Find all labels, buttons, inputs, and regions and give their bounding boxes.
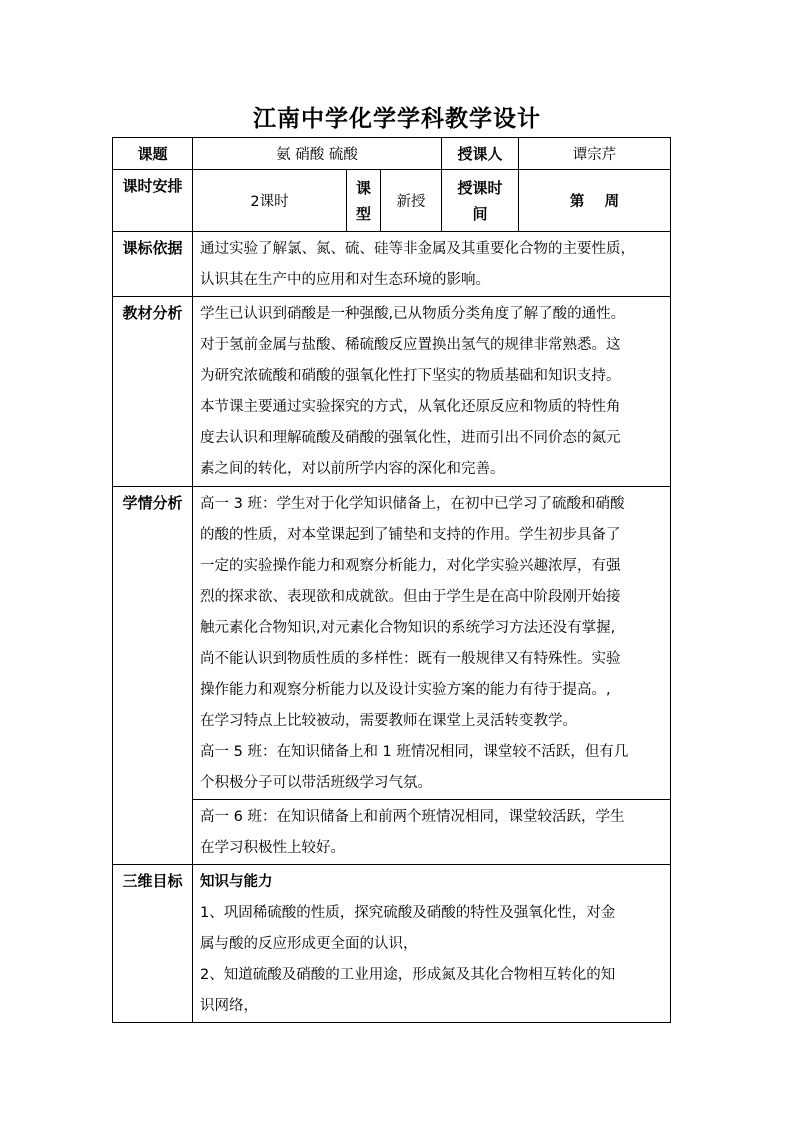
students-line: 尚不能认识到物质性质的多样性：既有一般规律又有特殊性。实验 [200, 651, 621, 667]
curriculum-label: 课标依据 [113, 232, 193, 297]
row-goals [113, 865, 671, 1023]
material-line: 为研究浓硫酸和硝酸的强氧化性打下坚实的物质基础和知识支持。 [200, 368, 621, 384]
goals-line: 属与酸的反应形成更全面的认识， [200, 936, 418, 952]
curriculum-line: 通过实验了解氯、氮、硫、硅等非金属及其重要化合物的主要性质， [200, 241, 635, 257]
time-label-line2: 间 [472, 204, 488, 223]
material-label: 教材分析 [113, 297, 193, 487]
row-topic [113, 138, 671, 170]
students-line: 高一 3 班：学生对于化学知识储备上，在初中已学习了硫酸和硝酸 [200, 496, 625, 512]
goals-text [193, 865, 671, 1023]
goals-heading: 知识与能力 [200, 874, 273, 890]
row-curriculum [113, 232, 671, 297]
material-text [193, 297, 671, 487]
material-line: 度去认识和理解硫酸及硝酸的强氧化性，进而引出不同价态的氮元 [200, 430, 621, 446]
lesson-plan-table [112, 137, 671, 1023]
students-line: 高一 6 班：在知识储备上和前两个班情况相同，课堂较活跃，学生 [200, 809, 625, 825]
type-label-line2: 型 [355, 204, 371, 223]
topic-value: 氨 硝酸 硫酸 [193, 138, 442, 170]
students-line: 操作能力和观察分析能力以及设计实验方案的能力有待于提高。, [200, 682, 611, 698]
row-schedule [113, 170, 671, 232]
material-line: 对于氢前金属与盐酸、稀硫酸反应置换出氢气的规律非常熟悉。这 [200, 337, 621, 353]
time-label-line1: 授课时 [457, 178, 503, 197]
type-label-line1: 课 [355, 178, 371, 197]
row-students-b [113, 800, 671, 865]
students-label: 学情分析 [113, 487, 193, 865]
material-line: 素之间的转化，对以前所学内容的深化和完善。 [200, 461, 505, 477]
students-line: 触元素化合物知识,对元素化合物知识的系统学习方法还没有掌握, [200, 620, 616, 636]
students-line: 个积极分子可以带活班级学习气氛。 [200, 775, 432, 791]
hours-value: 2课时 [193, 170, 347, 232]
teacher-label: 授课人 [442, 138, 519, 170]
curriculum-text [193, 232, 671, 297]
students-line: 烈的探求欲、表现欲和成就欲。但由于学生是在高中阶段刚开始接 [200, 589, 621, 605]
students-text-a [193, 487, 671, 800]
students-line: 在学习积极性上较好。 [200, 840, 345, 856]
students-text-b [193, 800, 671, 865]
goals-line: 2、知道硫酸及硝酸的工业用途，形成氮及其化合物相互转化的知 [200, 967, 616, 983]
row-students-a [113, 487, 671, 800]
material-line: 学生已认识到硝酸是一种强酸,已从物质分类角度了解了酸的通性。 [200, 306, 626, 322]
document-title: 江南中学化学学科教学设计 [253, 105, 541, 132]
students-line: 一定的实验操作能力和观察分析能力，对化学实验兴趣浓厚，有强 [200, 558, 621, 574]
type-value: 新授 [381, 170, 442, 232]
students-line: 高一 5 班：在知识储备上和 1 班情况相同，课堂较不活跃，但有几 [200, 744, 629, 760]
students-line: 的酸的性质，对本堂课起到了铺垫和支持的作用。学生初步具备了 [200, 527, 621, 543]
type-label [347, 170, 381, 232]
week-value: 第 周 [519, 170, 671, 232]
row-material [113, 297, 671, 487]
time-label [442, 170, 519, 232]
goals-line: 识网络， [200, 998, 258, 1014]
students-line: 在学习特点上比较被动，需要教师在课堂上灵活转变教学。 [200, 713, 577, 729]
goals-label: 三维目标 [113, 865, 193, 1023]
material-line: 本节课主要通过实验探究的方式，从氧化还原反应和物质的特性角 [200, 399, 621, 415]
hours-label: 课时安排 [113, 170, 193, 232]
curriculum-line: 认识其在生产中的应用和对生态环境的影响。 [200, 272, 490, 288]
teacher-value: 谭宗芹 [519, 138, 671, 170]
goals-line: 1、巩固稀硫酸的性质，探究硫酸及硝酸的特性及强氧化性，对金 [200, 905, 616, 921]
topic-label: 课题 [113, 138, 193, 170]
